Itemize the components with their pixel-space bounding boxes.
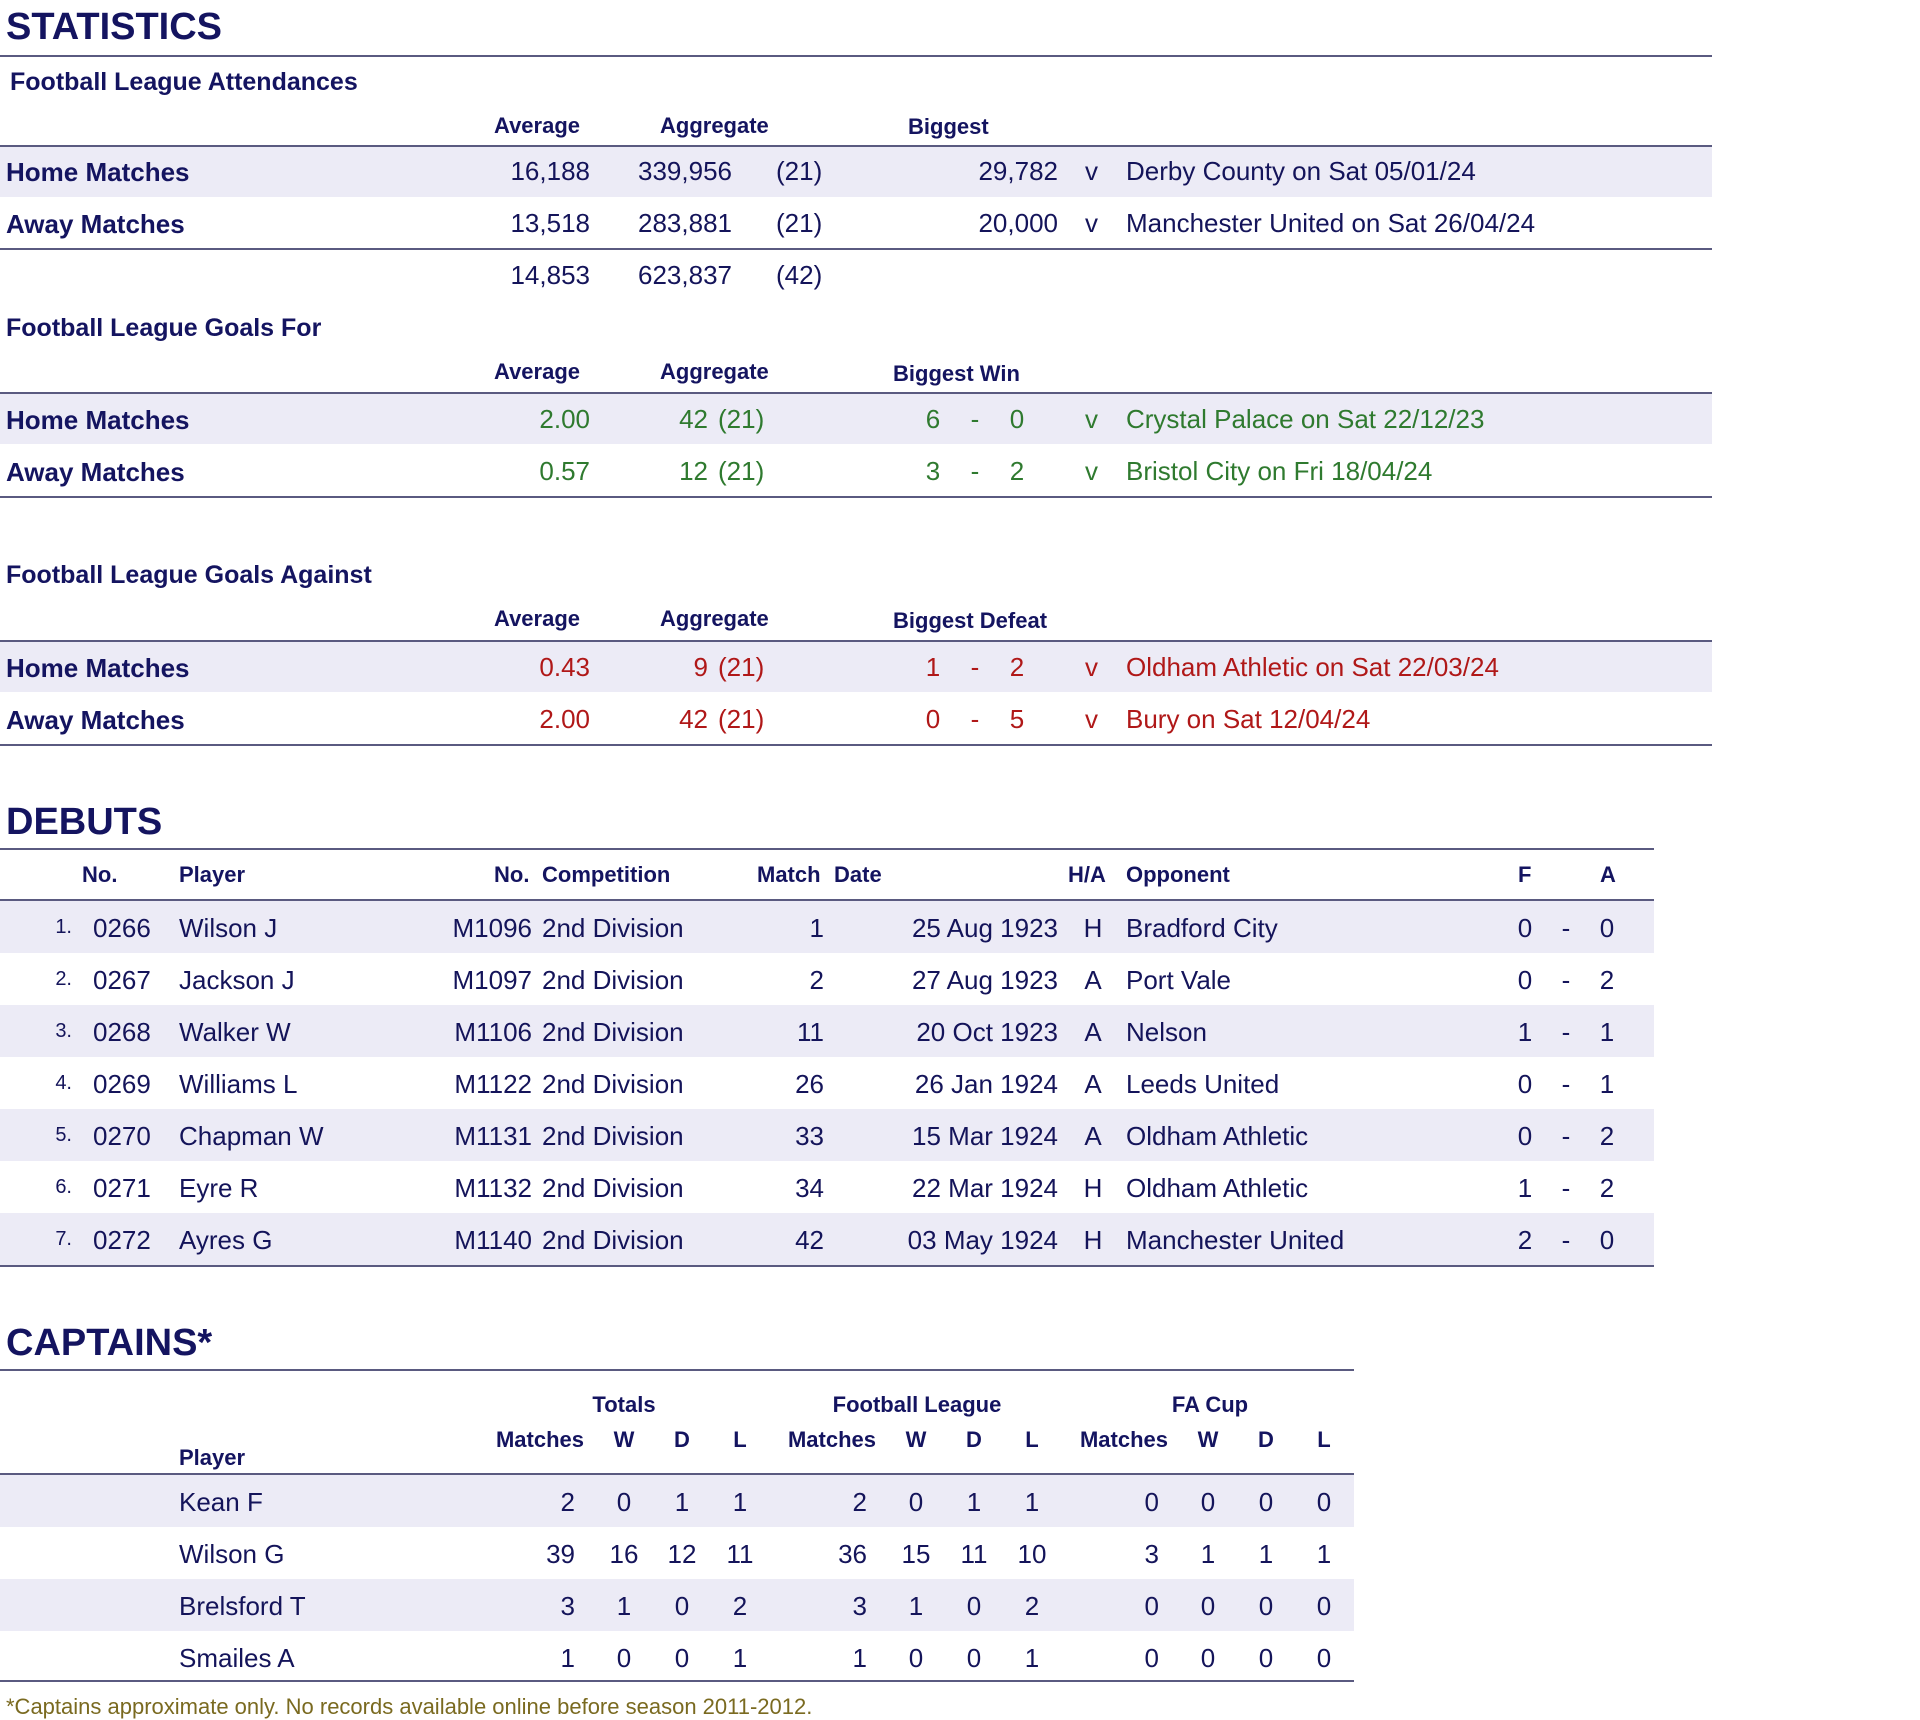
debut-match-no: M1096 <box>452 913 532 943</box>
captain-cup-l: 0 <box>1316 1487 1332 1517</box>
captains-header-cup-l: L <box>1317 1427 1331 1452</box>
captain-totals-w: 0 <box>616 1643 632 1673</box>
goals-for-home-label: Home Matches <box>6 405 190 435</box>
debut-score-dash: - <box>1561 965 1571 995</box>
goals-for-bottom-rule <box>0 496 1712 498</box>
debut-match-no: M1097 <box>452 965 532 995</box>
debut-match: 11 <box>797 1017 824 1047</box>
goals-against-away-games: (21) <box>718 704 765 734</box>
debut-match-no: M1131 <box>454 1121 532 1151</box>
captain-league-l: 1 <box>1024 1487 1040 1517</box>
debut-player: Ayres G <box>179 1225 273 1255</box>
captain-totals-d: 1 <box>674 1487 690 1517</box>
captain-cup-d: 0 <box>1258 1591 1274 1621</box>
debut-score-a: 2 <box>1599 1121 1615 1151</box>
captain-cup-w: 0 <box>1200 1591 1216 1621</box>
goals-against-home-a: 2 <box>1009 652 1025 682</box>
attendances-total-aggregate: 623,837 <box>638 260 732 290</box>
debuts-header-f: F <box>1518 862 1532 887</box>
captain-totals-matches: 3 <box>560 1591 575 1621</box>
captain-totals-matches: 2 <box>560 1487 575 1517</box>
captains-header-player: Player <box>179 1445 246 1470</box>
debut-match-no: M1106 <box>454 1017 532 1047</box>
attendances-total-average: 14,853 <box>510 260 590 290</box>
goals-against-bottom-rule <box>0 744 1712 746</box>
debut-player-no: 0267 <box>93 965 151 995</box>
debut-player: Williams L <box>179 1069 298 1099</box>
goals-against-away-a: 5 <box>1009 704 1025 734</box>
attendances-away-games: (21) <box>776 208 823 238</box>
captain-cup-w: 0 <box>1200 1643 1216 1673</box>
captain-totals-matches: 1 <box>560 1643 575 1673</box>
debut-player-no: 0271 <box>93 1173 151 1203</box>
goals-against-away-v: v <box>1085 704 1098 734</box>
debut-match-no: M1122 <box>454 1069 532 1099</box>
debut-player-no: 0268 <box>93 1017 151 1047</box>
debut-index: 3. <box>55 1020 72 1042</box>
debut-date: 26 Jan 1924 <box>914 1069 1058 1099</box>
captains-bottom-rule <box>0 1680 1354 1682</box>
goals-against-away-detail: Bury on Sat 12/04/24 <box>1126 704 1371 734</box>
captains-header-totals-w: W <box>613 1427 635 1452</box>
goals-for-home-f: 6 <box>925 404 941 434</box>
debut-score-f: 2 <box>1517 1225 1533 1255</box>
attendances-home-average: 16,188 <box>510 156 590 186</box>
captains-group-league: Football League <box>832 1392 1002 1417</box>
captain-totals-d: 12 <box>667 1539 697 1569</box>
captain-league-matches: 3 <box>852 1591 867 1621</box>
debut-index: 1. <box>55 916 72 938</box>
debut-opponent: Nelson <box>1126 1017 1207 1047</box>
debuts-header-ha: H/A <box>1068 862 1106 887</box>
debut-match-no: M1140 <box>454 1225 532 1255</box>
captains-header-cup-matches: Matches <box>1079 1427 1169 1452</box>
debut-score-f: 1 <box>1517 1017 1533 1047</box>
debut-index: 6. <box>55 1176 72 1198</box>
captain-cup-d: 0 <box>1258 1487 1274 1517</box>
captain-totals-l: 1 <box>732 1487 748 1517</box>
debut-score-a: 1 <box>1599 1017 1615 1047</box>
debut-competition: 2nd Division <box>542 1225 684 1255</box>
captains-header-cup-d: D <box>1258 1427 1274 1452</box>
captain-cup-w: 0 <box>1200 1487 1216 1517</box>
debuts-header-match-no: No. <box>494 862 530 887</box>
captain-cup-matches: 0 <box>1144 1591 1159 1621</box>
debut-date: 03 May 1924 <box>907 1225 1058 1255</box>
debut-opponent: Oldham Athletic <box>1126 1173 1309 1203</box>
captain-league-d: 0 <box>966 1643 982 1673</box>
captain-totals-matches: 39 <box>546 1539 575 1569</box>
debut-player: Walker W <box>179 1017 291 1047</box>
goals-against-home-games: (21) <box>718 652 765 682</box>
debuts-bottom-rule <box>0 1265 1654 1267</box>
attendances-away-average: 13,518 <box>510 208 590 238</box>
captain-cup-d: 0 <box>1258 1643 1274 1673</box>
goals-against-title: Football League Goals Against <box>6 561 372 589</box>
debut-opponent: Manchester United <box>1126 1225 1345 1255</box>
debut-score-dash: - <box>1561 1017 1571 1047</box>
goals-against-home-v: v <box>1085 652 1098 682</box>
debut-ha: A <box>1084 965 1102 995</box>
attendances-header-biggest: Biggest <box>908 114 989 139</box>
captain-league-matches: 1 <box>852 1643 867 1673</box>
debut-date: 22 Mar 1924 <box>912 1173 1058 1203</box>
captain-cup-l: 0 <box>1316 1643 1332 1673</box>
debut-player: Chapman W <box>179 1121 324 1151</box>
goals-against-away-average: 2.00 <box>539 704 590 734</box>
debut-score-f: 0 <box>1517 1121 1533 1151</box>
goals-against-away-label: Away Matches <box>6 705 185 735</box>
debut-score-dash: - <box>1561 1069 1571 1099</box>
captain-cup-l: 0 <box>1316 1591 1332 1621</box>
captains-title: CAPTAINS* <box>6 1322 213 1364</box>
goals-for-home-detail: Crystal Palace on Sat 22/12/23 <box>1126 404 1485 434</box>
debut-score-f: 0 <box>1517 1069 1533 1099</box>
debuts-header-date: Date <box>834 862 882 887</box>
captains-header-league-w: W <box>905 1427 927 1452</box>
statistics-title-rule <box>0 55 1712 57</box>
captain-league-w: 0 <box>908 1643 924 1673</box>
captain-player: Smailes A <box>179 1643 295 1673</box>
captains-header-totals-d: D <box>674 1427 690 1452</box>
debut-competition: 2nd Division <box>542 965 684 995</box>
captain-league-w: 0 <box>908 1487 924 1517</box>
goals-against-away-aggregate: 42 <box>679 704 708 734</box>
debut-ha: H <box>1083 913 1103 943</box>
goals-against-home-detail: Oldham Athletic on Sat 22/03/24 <box>1126 652 1499 682</box>
debut-player: Eyre R <box>179 1173 259 1203</box>
debut-score-dash: - <box>1561 1173 1571 1203</box>
captain-cup-matches: 0 <box>1144 1487 1159 1517</box>
debut-match: 2 <box>809 965 824 995</box>
captain-totals-l: 1 <box>732 1643 748 1673</box>
debut-ha: A <box>1084 1069 1102 1099</box>
debuts-title-rule <box>0 848 1654 850</box>
goals-for-header-aggregate: Aggregate <box>660 359 769 384</box>
goals-for-away-a: 2 <box>1009 456 1025 486</box>
goals-for-home-dash: - <box>970 404 980 434</box>
captains-header-league-d: D <box>966 1427 982 1452</box>
debut-ha: A <box>1084 1121 1102 1151</box>
goals-for-home-a: 0 <box>1009 404 1025 434</box>
goals-against-away-dash: - <box>970 704 980 734</box>
attendances-bottom-rule <box>0 248 1712 250</box>
goals-against-header-biggest: Biggest Defeat <box>893 608 1048 633</box>
debuts-header-no: No. <box>82 862 118 887</box>
captain-league-l: 10 <box>1017 1539 1047 1569</box>
debut-match: 1 <box>809 913 824 943</box>
debut-index: 5. <box>55 1124 72 1146</box>
debut-opponent: Bradford City <box>1126 913 1278 943</box>
debuts-header-a: A <box>1600 862 1616 887</box>
debut-score-a: 2 <box>1599 965 1615 995</box>
captain-totals-d: 0 <box>674 1643 690 1673</box>
captain-totals-w: 0 <box>616 1487 632 1517</box>
debut-score-dash: - <box>1561 1225 1571 1255</box>
captains-footnote: *Captains approximate only. No records available online before season 2011-2012. <box>6 1694 813 1719</box>
attendances-home-detail: Derby County on Sat 05/01/24 <box>1126 156 1476 186</box>
captain-totals-l: 11 <box>726 1539 754 1569</box>
goals-for-away-detail: Bristol City on Fri 18/04/24 <box>1126 456 1433 486</box>
captains-header-league-l: L <box>1025 1427 1039 1452</box>
goals-for-header-average: Average <box>494 359 581 384</box>
debut-opponent: Leeds United <box>1126 1069 1280 1099</box>
debut-competition: 2nd Division <box>542 1173 684 1203</box>
attendances-header-average: Average <box>494 113 581 138</box>
debut-index: 7. <box>55 1228 72 1250</box>
debut-ha: H <box>1083 1173 1103 1203</box>
goals-against-header-aggregate: Aggregate <box>660 606 769 631</box>
debut-score-f: 0 <box>1517 913 1533 943</box>
goals-against-header-average: Average <box>494 606 581 631</box>
attendances-away-biggest: 20,000 <box>978 208 1058 238</box>
goals-against-home-aggregate: 9 <box>693 652 708 682</box>
debuts-header-match: Match <box>757 862 821 887</box>
debut-player-no: 0272 <box>93 1225 151 1255</box>
debut-date: 25 Aug 1923 <box>911 913 1058 943</box>
captain-league-d: 0 <box>966 1591 982 1621</box>
debut-score-a: 1 <box>1599 1069 1615 1099</box>
debut-player-no: 0269 <box>93 1069 151 1099</box>
attendances-away-aggregate: 283,881 <box>638 208 732 238</box>
captain-league-d: 11 <box>960 1539 988 1569</box>
goals-for-away-f: 3 <box>925 456 941 486</box>
attendances-title: Football League Attendances <box>10 68 358 96</box>
captains-title-rule <box>0 1369 1354 1371</box>
captain-league-w: 15 <box>901 1539 931 1569</box>
captain-totals-w: 16 <box>609 1539 639 1569</box>
debut-score-dash: - <box>1561 913 1571 943</box>
captains-group-cup: FA Cup <box>1171 1392 1249 1417</box>
captain-league-d: 1 <box>966 1487 982 1517</box>
goals-for-home-average: 2.00 <box>539 404 590 434</box>
debut-match: 33 <box>795 1121 824 1151</box>
debut-index: 4. <box>55 1072 72 1094</box>
debut-player-no: 0270 <box>93 1121 151 1151</box>
debut-date: 15 Mar 1924 <box>912 1121 1058 1151</box>
debut-player: Jackson J <box>179 965 295 995</box>
captains-header-totals-l: L <box>733 1427 747 1452</box>
debut-match-no: M1132 <box>454 1173 532 1203</box>
goals-for-away-average: 0.57 <box>539 456 590 486</box>
captain-totals-w: 1 <box>616 1591 632 1621</box>
captain-league-l: 2 <box>1024 1591 1040 1621</box>
attendances-total-games: (42) <box>776 260 823 290</box>
captain-player: Brelsford T <box>179 1591 306 1621</box>
attendances-home-biggest: 29,782 <box>978 156 1058 186</box>
goals-against-away-f: 0 <box>925 704 941 734</box>
captains-header-league-matches: Matches <box>787 1427 877 1452</box>
captain-cup-matches: 3 <box>1144 1539 1159 1569</box>
debut-player: Wilson J <box>179 913 278 943</box>
captain-league-matches: 2 <box>852 1487 867 1517</box>
goals-for-home-games: (21) <box>718 404 765 434</box>
goals-for-header-biggest: Biggest Win <box>893 361 1020 386</box>
goals-against-home-f: 1 <box>925 652 941 682</box>
debut-score-dash: - <box>1561 1121 1571 1151</box>
debut-opponent: Port Vale <box>1126 965 1232 995</box>
debut-match: 34 <box>795 1173 824 1203</box>
debut-ha: H <box>1083 1225 1103 1255</box>
captains-group-totals: Totals <box>592 1392 656 1417</box>
debut-score-f: 0 <box>1517 965 1533 995</box>
debut-match: 42 <box>795 1225 824 1255</box>
goals-against-home-average: 0.43 <box>539 652 590 682</box>
debut-competition: 2nd Division <box>542 1069 684 1099</box>
debut-match: 26 <box>795 1069 824 1099</box>
attendances-away-label: Away Matches <box>6 209 185 239</box>
goals-for-home-v: v <box>1085 404 1098 434</box>
captain-player: Wilson G <box>179 1539 285 1569</box>
debut-date: 20 Oct 1923 <box>916 1017 1058 1047</box>
goals-for-away-label: Away Matches <box>6 457 185 487</box>
debuts-title: DEBUTS <box>6 801 163 843</box>
debut-score-a: 0 <box>1599 913 1615 943</box>
captain-player: Kean F <box>179 1487 263 1517</box>
attendances-home-games: (21) <box>776 156 823 186</box>
debut-competition: 2nd Division <box>542 913 684 943</box>
debut-score-f: 1 <box>1517 1173 1533 1203</box>
captain-league-matches: 36 <box>838 1539 867 1569</box>
attendances-header-aggregate: Aggregate <box>660 113 769 138</box>
debuts-header-opponent: Opponent <box>1126 862 1230 887</box>
goals-for-home-aggregate: 42 <box>679 404 708 434</box>
attendances-home-label: Home Matches <box>6 157 190 187</box>
statistics-title: STATISTICS <box>6 6 223 48</box>
debuts-header-competition: Competition <box>542 862 671 887</box>
debut-score-a: 2 <box>1599 1173 1615 1203</box>
captain-totals-l: 2 <box>732 1591 748 1621</box>
attendances-away-detail: Manchester United on Sat 26/04/24 <box>1126 208 1536 238</box>
captain-cup-matches: 0 <box>1144 1643 1159 1673</box>
debut-ha: A <box>1084 1017 1102 1047</box>
debut-competition: 2nd Division <box>542 1121 684 1151</box>
captain-cup-w: 1 <box>1200 1539 1216 1569</box>
attendances-away-v: v <box>1085 208 1098 238</box>
goals-for-away-v: v <box>1085 456 1098 486</box>
goals-for-away-dash: - <box>970 456 980 486</box>
goals-for-away-aggregate: 12 <box>679 456 708 486</box>
debut-competition: 2nd Division <box>542 1017 684 1047</box>
goals-for-title: Football League Goals For <box>6 314 322 342</box>
debut-player-no: 0266 <box>93 913 151 943</box>
debut-date: 27 Aug 1923 <box>911 965 1058 995</box>
captain-league-l: 1 <box>1024 1643 1040 1673</box>
goals-for-away-games: (21) <box>718 456 765 486</box>
goals-against-home-dash: - <box>970 652 980 682</box>
debuts-header-player: Player <box>179 862 246 887</box>
captain-cup-l: 1 <box>1316 1539 1332 1569</box>
debut-score-a: 0 <box>1599 1225 1615 1255</box>
captains-header-cup-w: W <box>1197 1427 1219 1452</box>
captain-cup-d: 1 <box>1258 1539 1274 1569</box>
goals-against-home-label: Home Matches <box>6 653 190 683</box>
captains-header-totals-matches: Matches <box>495 1427 585 1452</box>
attendances-home-aggregate: 339,956 <box>638 156 732 186</box>
attendances-home-v: v <box>1085 156 1098 186</box>
debut-opponent: Oldham Athletic <box>1126 1121 1309 1151</box>
debut-index: 2. <box>55 968 72 990</box>
captain-totals-d: 0 <box>674 1591 690 1621</box>
captain-league-w: 1 <box>908 1591 924 1621</box>
